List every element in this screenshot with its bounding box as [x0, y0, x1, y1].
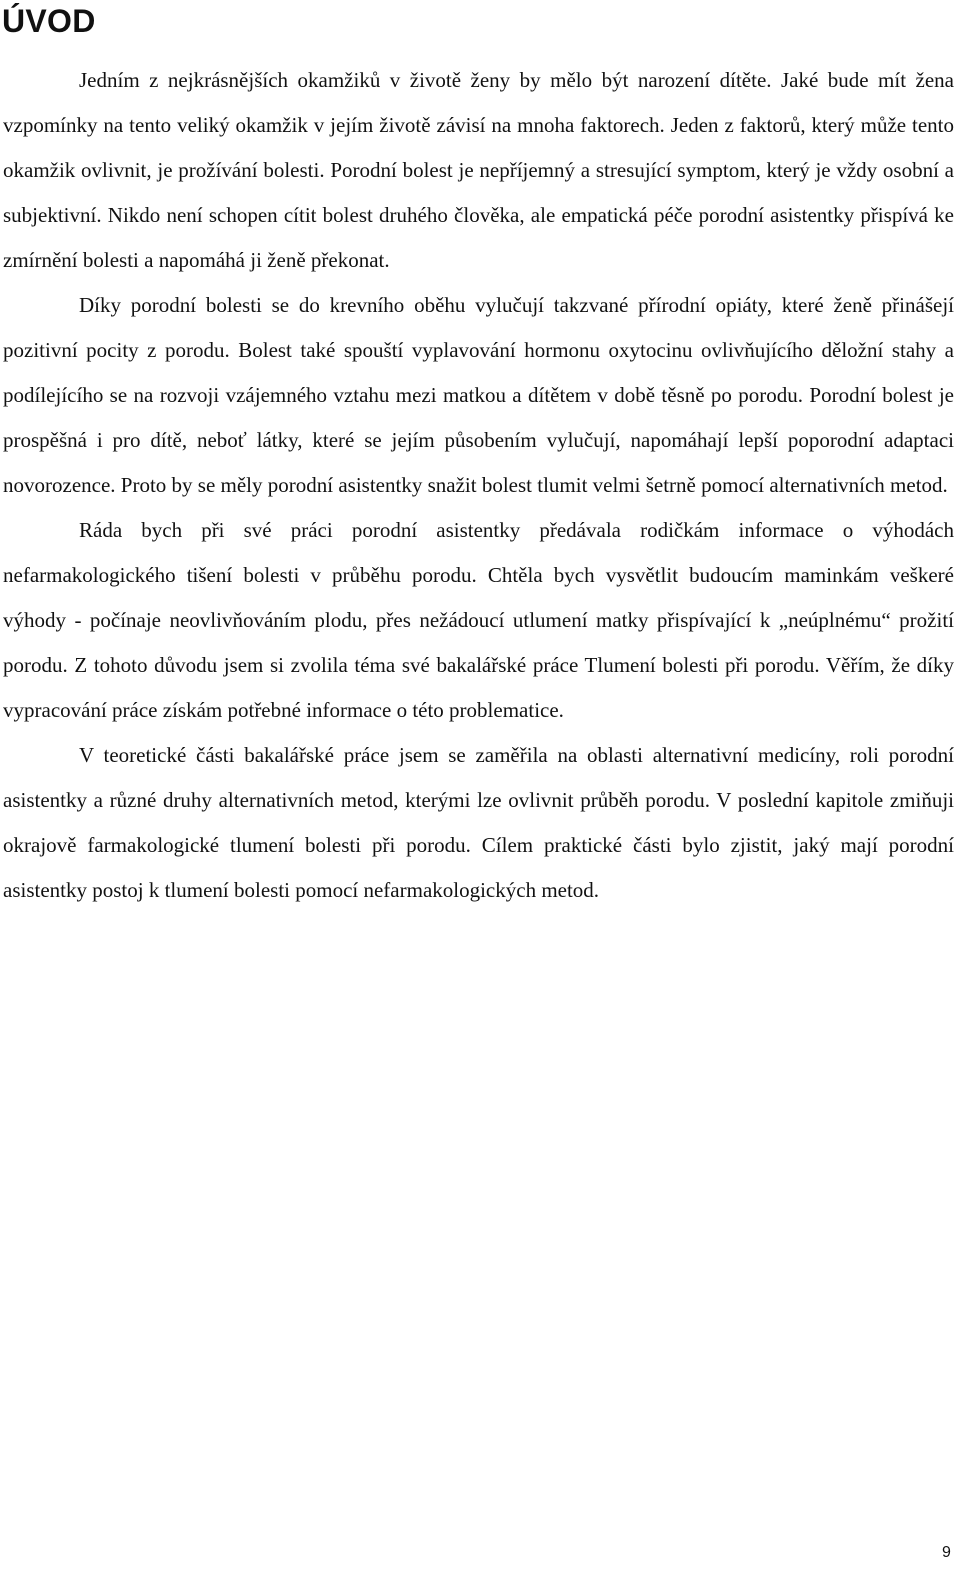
section-heading: ÚVOD [2, 3, 96, 39]
page-number: 9 [942, 1544, 951, 1561]
body-text [3, 58, 954, 913]
paragraph-4: V teoretické části bakalářské práce jsem se zaměřila na oblasti alternativní medicíny, roli porodní asistentky a různé druhy alternativních metod, kterými lze ovlivnit průběh porodu. V poslední kapitole zmiňuji okrajově farmakologické tlumení bolesti při porodu. Cílem praktické části bylo zjistit, jaký mají porodní asistentky postoj k tlumení bolesti pomocí nefarmakologických metod. [3, 743, 954, 902]
paragraph-1: Jedním z nejkrásnějších okamžiků v životě ženy by mělo být narození dítěte. Jaké bude mít žena vzpomínky na tento veliký okamžik v jejím životě závisí na mnoha faktorech. Jeden z faktorů, který může tento okamžik ovlivnit, je prožívání bolesti. Porodní bolest je nepříjemný a stresující symptom, který je vždy osobní a subjektivní. Nikdo není schopen cítit bolest druhého člověka, ale empatická péče porodní asistentky přispívá ke zmírnění bolesti a napomáhá ji ženě překonat. [3, 68, 954, 272]
paragraph-3: Ráda bych při své práci porodní asistentky předávala rodičkám informace o výhodách nefarmakologického tišení bolesti v průběhu porodu. Chtěla bych vysvětlit budoucím maminkám veškeré výhody - počínaje neovlivňováním plodu, přes nežádoucí utlumení matky přispívající k „neúplnému“ prožití porodu. Z tohoto důvodu jsem si zvolila téma své bakalářské práce Tlumení bolesti při porodu. Věřím, že díky vypracování práce získám potřebné informace o této problematice. [3, 518, 954, 722]
paragraph-2: Díky porodní bolesti se do krevního oběhu vylučují takzvané přírodní opiáty, které ženě přinášejí pozitivní pocity z porodu. Bolest také spouští vyplavování hormonu oxytocinu ovlivňujícího děložní stahy a podílejícího se na rozvoji vzájemného vztahu mezi matkou a dítětem v době těsně po porodu. Porodní bolest je prospěšná i pro dítě, neboť látky, které se jejím působením vylučují, napomáhají lepší poporodní adaptaci novorozence. Proto by se měly porodní asistentky snažit bolest tlumit velmi šetrně pomocí alternativních metod. [3, 293, 954, 497]
